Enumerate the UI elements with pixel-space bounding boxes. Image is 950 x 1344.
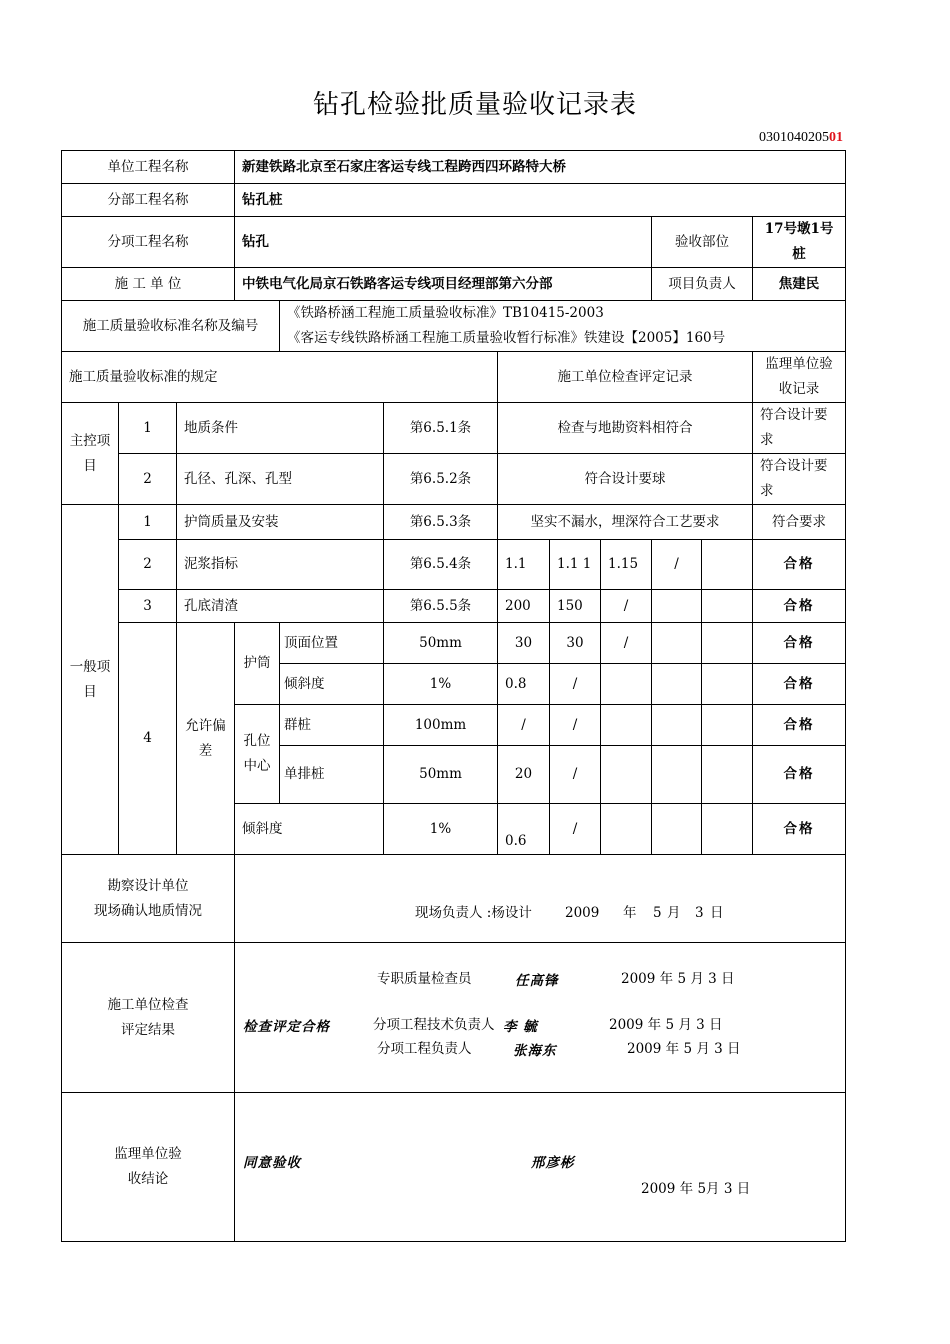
measured-value: / <box>550 664 601 705</box>
measured-value-empty <box>652 590 702 623</box>
form-code-suffix: 01 <box>829 130 843 145</box>
measured-value: / <box>550 746 601 804</box>
survey-content <box>235 855 846 943</box>
general-item-name: 护筒质量及安装 <box>177 505 384 540</box>
item-lead-date: 2009 年 5 月 3 日 <box>627 1041 741 1057</box>
row-contractor <box>62 268 846 301</box>
deviation-name: 群桩 <box>280 705 384 746</box>
technical-lead-date: 2009 年 5 月 3 日 <box>609 1017 723 1033</box>
measured-value: 1.1 1 <box>550 540 601 590</box>
spec-header-supervisor: 监理单位验收记录 <box>753 352 846 403</box>
survey-date-day-label: 日 <box>710 905 724 921</box>
measured-value: / <box>652 540 702 590</box>
deviation-limit: 50mm <box>384 623 498 664</box>
unit-project-value: 新建铁路北京至石家庄客运专线工程跨西四环路特大桥 <box>235 151 846 184</box>
survey-date-day: 3 <box>695 905 704 921</box>
technical-lead-signature: 李 毓 <box>503 1019 538 1035</box>
measured-value-empty <box>702 623 753 664</box>
form-title: 钻孔检验批质量验收记录表 <box>312 90 637 120</box>
supervision-label-line-1: 监理单位验 <box>114 1146 182 1162</box>
measured-value-empty <box>601 705 652 746</box>
measured-value: 0.6 <box>498 804 550 855</box>
measured-value: 20 <box>498 746 550 804</box>
main-item-record: 符合设计要球 <box>498 454 753 505</box>
measured-value-empty <box>702 746 753 804</box>
general-item-row <box>62 540 846 590</box>
main-item-row <box>62 403 846 454</box>
row-construction-result <box>62 943 846 1093</box>
measured-value: / <box>550 804 601 855</box>
supervision-conclusion: 同意验收 <box>243 1155 301 1171</box>
supervision-content <box>235 1093 846 1242</box>
main-item-name: 地质条件 <box>177 403 384 454</box>
measured-value: / <box>550 705 601 746</box>
general-item-row <box>62 505 846 540</box>
main-item-clause: 第6.5.1条 <box>384 403 498 454</box>
main-item-no: 2 <box>119 454 177 505</box>
general-item-clause: 第6.5.3条 <box>384 505 498 540</box>
measured-value-empty <box>702 664 753 705</box>
general-item-clause: 第6.5.4条 <box>384 540 498 590</box>
row-item-project <box>62 217 846 268</box>
project-manager-value: 焦建民 <box>753 268 846 301</box>
general-item-result: 合格 <box>753 540 846 590</box>
allowed-deviation-label: 允许偏差 <box>177 623 235 855</box>
quality-inspector-signature: 任高锋 <box>515 973 559 989</box>
survey-label <box>62 855 235 943</box>
contractor-label: 施 工 单 位 <box>62 268 235 301</box>
item-lead-label: 分项工程负责人 <box>377 1041 472 1057</box>
deviation-row-top-position <box>62 623 846 664</box>
deviation-limit: 1% <box>384 664 498 705</box>
sub-project-value: 钻孔桩 <box>235 184 846 217</box>
row-standard <box>62 301 846 352</box>
item-project-value: 钻孔 <box>235 217 652 268</box>
survey-label-line-1: 勘察设计单位 <box>107 877 189 894</box>
supervision-label-line-2: 收结论 <box>127 1171 169 1187</box>
deviation-name: 倾斜度 <box>280 664 384 705</box>
measured-value: / <box>498 705 550 746</box>
form-code <box>759 130 843 146</box>
standard-label: 施工质量验收标准名称及编号 <box>62 301 280 352</box>
project-manager-label: 项目负责人 <box>652 268 753 301</box>
general-item-no: 3 <box>119 590 177 623</box>
measured-value: / <box>601 623 652 664</box>
contractor-value: 中铁电气化局京石铁路客运专线项目经理部第六分部 <box>235 268 652 301</box>
general-item-name: 泥浆指标 <box>177 540 384 590</box>
measured-value-empty <box>702 705 753 746</box>
measured-value: 30 <box>550 623 601 664</box>
general-item-record: 坚实不漏水，埋深符合工艺要求 <box>498 505 753 540</box>
construction-label-line-1: 施工单位检查 <box>107 996 189 1013</box>
measured-value-empty <box>601 664 652 705</box>
measured-value-empty <box>702 590 753 623</box>
general-item-name: 孔底清渣 <box>177 590 384 623</box>
spec-header-label: 施工质量验收标准的规定 <box>62 352 498 403</box>
measured-value: / <box>601 590 652 623</box>
deviation-name: 倾斜度 <box>235 804 384 855</box>
row-sub-project <box>62 184 846 217</box>
row-supervision-conclusion <box>62 1093 846 1242</box>
general-item-no: 1 <box>119 505 177 540</box>
inspection-record-table <box>61 150 846 1242</box>
survey-label-line-2: 现场确认地质情况 <box>94 902 202 919</box>
form-code-prefix: 0301040205 <box>759 130 829 145</box>
main-items-label: 主控项目 <box>62 403 119 505</box>
row-spec-header <box>62 352 846 403</box>
deviation-limit: 50mm <box>384 746 498 804</box>
main-item-row <box>62 454 846 505</box>
main-item-result: 符合设计要求 <box>753 403 846 454</box>
standard-value <box>280 301 846 352</box>
item-project-label: 分项工程名称 <box>62 217 235 268</box>
survey-date-year: 2009 <box>565 905 600 921</box>
measured-value: 150 <box>550 590 601 623</box>
deviation-limit: 100mm <box>384 705 498 746</box>
measured-value-empty <box>702 804 753 855</box>
main-item-record: 检查与地勘资料相符合 <box>498 403 753 454</box>
measured-value: 0.8 <box>498 664 550 705</box>
measured-value: 1.1 <box>498 540 550 590</box>
deviation-name: 单排桩 <box>280 746 384 804</box>
measured-value-empty <box>652 705 702 746</box>
general-item-clause: 第6.5.5条 <box>384 590 498 623</box>
acceptance-location-value: 17号墩1号桩 <box>753 217 846 268</box>
casing-label: 护筒 <box>235 623 280 705</box>
unit-project-label: 单位工程名称 <box>62 151 235 184</box>
main-item-clause: 第6.5.2条 <box>384 454 498 505</box>
quality-inspector-label: 专职质量检查员 <box>377 971 472 987</box>
measured-value-empty <box>652 746 702 804</box>
general-item-row <box>62 590 846 623</box>
measured-value-empty <box>652 664 702 705</box>
spec-header-record: 施工单位检查评定记录 <box>498 352 753 403</box>
row-survey <box>62 855 846 943</box>
item-lead-signature: 张海东 <box>513 1043 557 1059</box>
technical-lead-label: 分项工程技术负责人 <box>373 1017 495 1033</box>
deviation-result: 合格 <box>753 804 846 855</box>
construction-content <box>235 943 846 1093</box>
measured-value: 1.15 <box>601 540 652 590</box>
general-item-result: 合格 <box>753 590 846 623</box>
construction-label-line-2: 评定结果 <box>121 1021 175 1038</box>
measured-value: 200 <box>498 590 550 623</box>
main-item-result: 符合设计要求 <box>753 454 846 505</box>
measured-value-empty <box>702 540 753 590</box>
deviation-limit: 1% <box>384 804 498 855</box>
supervision-label <box>62 1093 235 1242</box>
standard-line-2: 《客运专线铁路桥涵工程施工质量验收暂行标准》铁建设【2005】160号 <box>287 330 726 346</box>
deviation-result: 合格 <box>753 705 846 746</box>
general-items-label: 一般项目 <box>62 505 119 855</box>
survey-date-month: 5 <box>653 905 662 921</box>
deviation-name: 顶面位置 <box>280 623 384 664</box>
deviation-result: 合格 <box>753 623 846 664</box>
deviation-result: 合格 <box>753 664 846 705</box>
measured-value-empty <box>652 623 702 664</box>
construction-label <box>62 943 235 1093</box>
measured-value-empty <box>601 746 652 804</box>
sub-project-label: 分部工程名称 <box>62 184 235 217</box>
deviation-result: 合格 <box>753 746 846 804</box>
supervision-date: 2009 年 5月 3 日 <box>641 1181 751 1197</box>
hole-center-label: 孔位中心 <box>235 705 280 804</box>
supervision-signature: 邢彦彬 <box>531 1155 575 1171</box>
measured-value-empty <box>601 804 652 855</box>
measured-value: 30 <box>498 623 550 664</box>
main-item-name: 孔径、孔深、孔型 <box>177 454 384 505</box>
general-item-no: 2 <box>119 540 177 590</box>
survey-field-manager: 现场负责人 :杨设计 <box>415 905 532 921</box>
row-unit-project <box>62 151 846 184</box>
general-item-result: 符合要求 <box>753 505 846 540</box>
main-item-no: 1 <box>119 403 177 454</box>
measured-value-empty <box>652 804 702 855</box>
survey-date-month-label: 月 <box>667 905 681 921</box>
survey-date-year-label: 年 <box>623 905 637 921</box>
general-item-no: 4 <box>119 623 177 855</box>
acceptance-location-label: 验收部位 <box>652 217 753 268</box>
construction-conclusion: 检查评定合格 <box>243 1019 330 1035</box>
standard-line-1: 《铁路桥涵工程施工质量验收标准》TB10415-2003 <box>287 305 604 321</box>
inspector-date: 2009 年 5 月 3 日 <box>621 971 735 987</box>
